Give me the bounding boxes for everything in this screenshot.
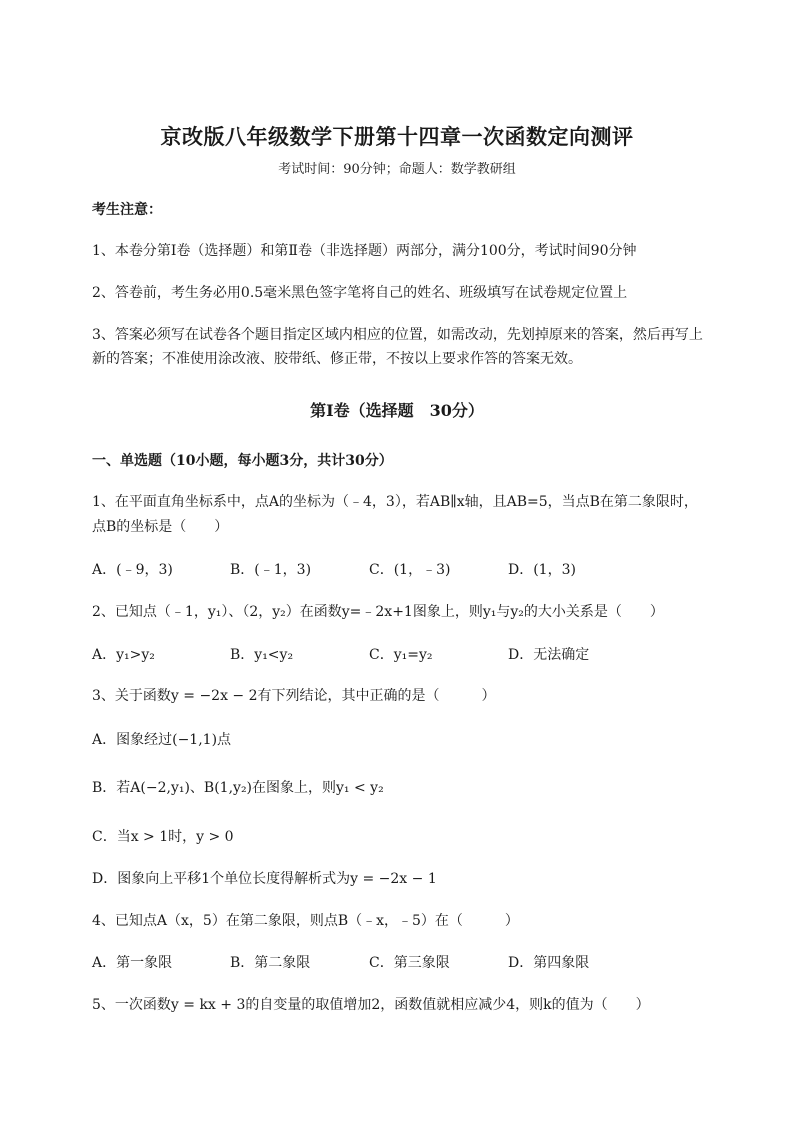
question-4-option-b[interactable]: B．第二象限 (230, 955, 311, 971)
question-2-stem: 2、已知点（﹣1，y₁）、（2，y₂）在函数y=﹣2x+1图象上，则y₁与y₂的大小关系是（ ） (92, 604, 664, 620)
question-3-stem: 3、关于函数y = −2x − 2有下列结论，其中正确的是（ ） (92, 688, 496, 704)
question-2-option-c[interactable]: C．y₁=y₂ (369, 647, 433, 663)
page-title: 京改版八年级数学下册第十四章一次函数定向测评 (160, 124, 634, 149)
question-5-stem: 5、一次函数y = kx + 3的自变量的取值增加2，函数值就相应减少4，则k的值为（ ） (92, 997, 650, 1013)
question-2-option-b[interactable]: B．y₁<y₂ (230, 647, 294, 663)
question-3-option-c[interactable]: C．当x > 1时，y > 0 (92, 829, 234, 845)
question-1-option-a[interactable]: A．(﹣9，3) (92, 562, 173, 578)
part-title: 一、单选题（10小题，每小题3分，共计30分） (92, 453, 393, 469)
question-1-option-b[interactable]: B．(﹣1，3) (230, 562, 312, 578)
question-2-option-d[interactable]: D．无法确定 (508, 647, 590, 663)
question-4-option-d[interactable]: D．第四象限 (508, 955, 590, 971)
notice-item-1: 1、本卷分第Ⅰ卷（选择题）和第Ⅱ卷（非选择题）两部分，满分100分，考试时间90分钟 (92, 243, 637, 259)
question-1-stem: 1、在平面直角坐标系中，点A的坐标为（﹣4，3），若AB∥x轴，且AB=5，当点B在第二象限时， (92, 494, 698, 510)
question-1-option-d[interactable]: D．(1，3) (508, 562, 576, 578)
question-1-stem-cont: 点B的坐标是（ ） (92, 519, 229, 535)
question-4-option-c[interactable]: C．第三象限 (369, 955, 450, 971)
notice-item-3: 3、答案必须写在试卷各个题目指定区域内相应的位置，如需改动，先划掉原来的答案，然后再写上新的答案；不准使用涂改液、胶带纸、修正带，不按以上要求作答的答案无效。 (92, 327, 703, 367)
notice-heading: 考生注意： (92, 202, 162, 218)
question-4-stem: 4、已知点A（x，5）在第二象限，则点B（﹣x，﹣5）在（ ） (92, 913, 519, 929)
question-3-option-d[interactable]: D．图象向上平移1个单位长度得解析式为y = −2x − 1 (92, 871, 437, 887)
question-3-option-a[interactable]: A．图象经过(−1,1)点 (92, 732, 232, 748)
exam-info: 考试时间：90分钟；命题人：数学教研组 (278, 162, 516, 177)
question-1-option-c[interactable]: C．(1，﹣3) (369, 562, 451, 578)
question-3-option-b[interactable]: B．若A(−2,y₁)、B(1,y₂)在图象上，则y₁ < y₂ (92, 780, 384, 796)
section-title: 第Ⅰ卷（选择题 30分） (310, 401, 484, 420)
notice-item-2: 2、答卷前，考生务必用0.5毫米黑色签字笔将自己的姓名、班级填写在试卷规定位置上 (92, 285, 628, 301)
question-4-option-a[interactable]: A．第一象限 (92, 955, 173, 971)
question-2-option-a[interactable]: A．y₁>y₂ (92, 647, 155, 663)
